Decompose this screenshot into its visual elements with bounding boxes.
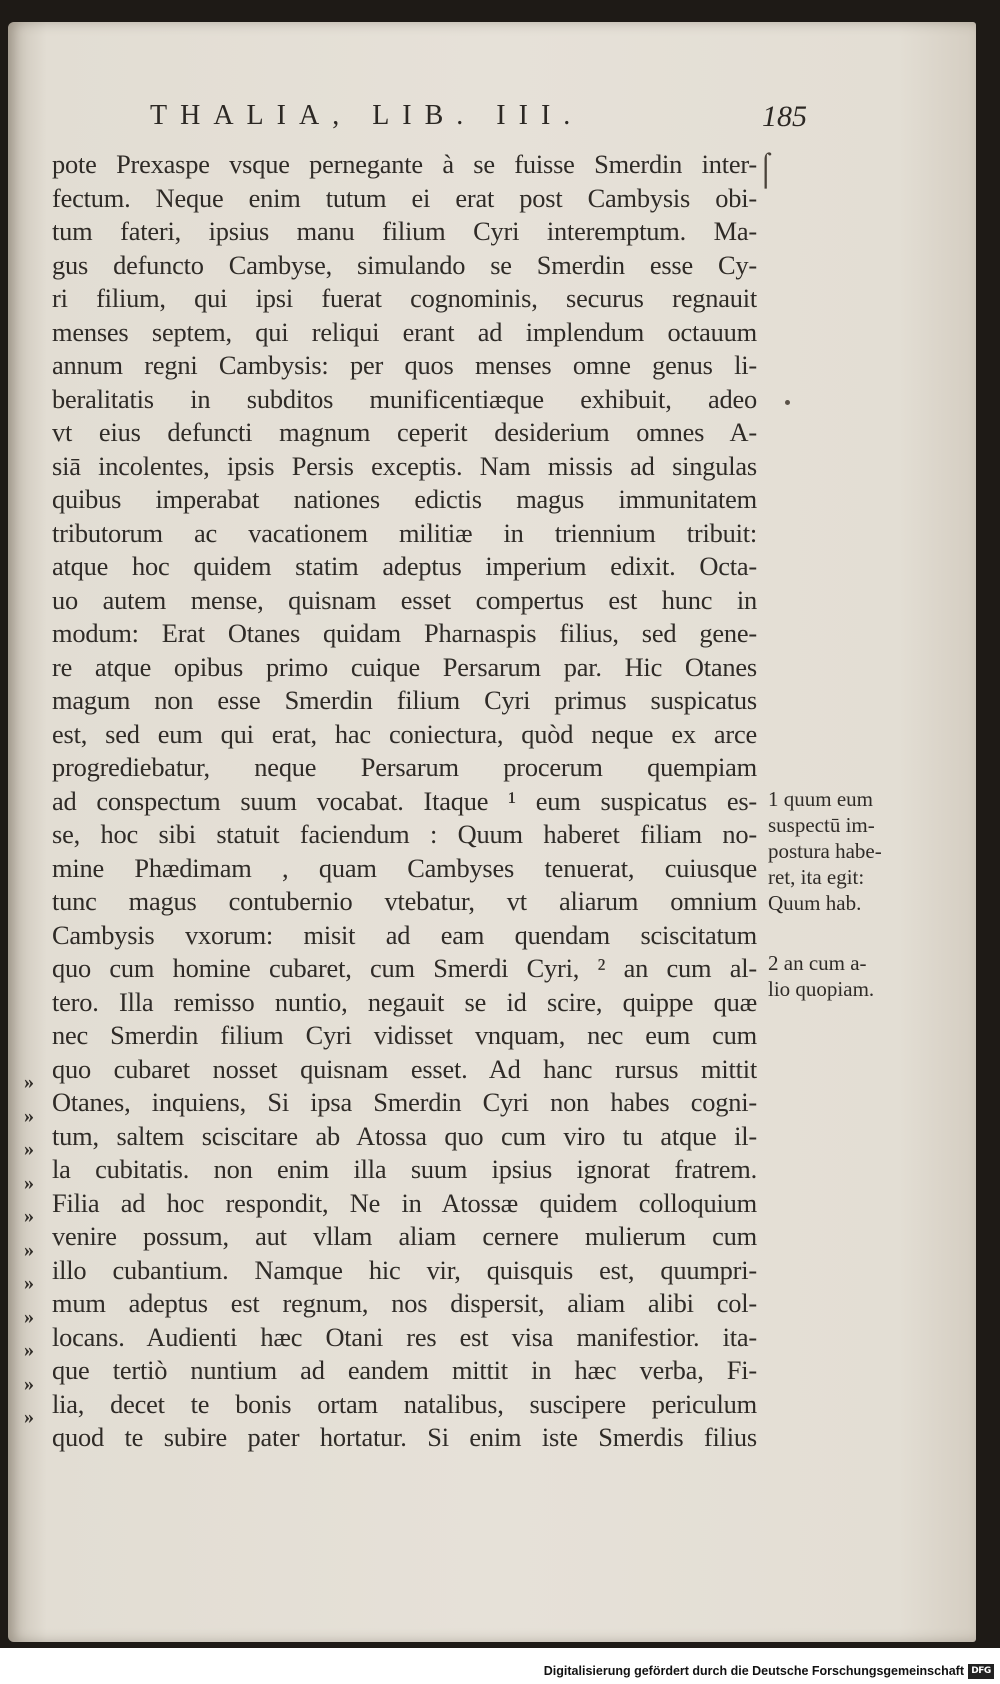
text-line: gus defuncto Cambyse, simulando se Smerdin esse Cy- [52, 249, 757, 280]
text-line: ad conspectum suum vocabat. Itaque ¹ eum suspicatus es- [52, 785, 757, 816]
text-line: atque hoc quidem statim adeptus imperium edixit. Octa- [52, 551, 757, 581]
text-line: illo cubantium. Namque hic vir, quisquis est, quumpri- [52, 1254, 757, 1285]
quotation-mark: » [24, 1104, 34, 1127]
text-line: mine Phædimam , quam Cambyses tenuerat, cuiusque [52, 852, 757, 883]
text-line: vt eius defuncti magnum ceperit desiderium omnes A- [52, 417, 757, 447]
text-line: magum non esse Smerdin filium Cyri primus suspicatus [52, 685, 757, 715]
text-line: fectum. Neque enim tutum ei erat post Cambysis obi- [52, 182, 757, 213]
quotation-mark: » [24, 1238, 34, 1261]
margin-note-1: 1 quum eum suspectū im- postura habe- ret, ita egit: Quum hab. [768, 787, 882, 915]
text-line: uo autem mense, quisnam esset compertus est hunc in [52, 584, 757, 615]
margin-dot-mark [785, 400, 790, 405]
text-line: tum, saltem sciscitare ab Atossa quo cum viro tu atque il- [52, 1120, 757, 1151]
body-text [52, 148, 757, 1455]
quotation-mark: » [24, 1171, 34, 1194]
page-number: 185 [762, 100, 807, 133]
text-line: re atque opibus primo cuique Persarum par. Hic Otanes [52, 651, 757, 682]
text-line: que tertiò nuntium ad eandem mittit in hæc verba, Fi- [52, 1355, 757, 1385]
quotation-mark: » [24, 1305, 34, 1328]
text-line: annum regni Cambysis: per quos menses omne genus li- [52, 350, 757, 380]
text-line: Otanes, inquiens, Si ipsa Smerdin Cyri non habes cogni- [52, 1087, 757, 1117]
text-line: venire possum, aut vllam aliam cernere mulierum cum [52, 1221, 757, 1251]
quotation-mark: » [24, 1205, 34, 1227]
text-line: mum adeptus est regnum, nos dispersit, aliam alibi col- [52, 1288, 757, 1318]
text-line: quo cum homine cubaret, cum Smerdi Cyri, ² an cum al- [52, 953, 757, 983]
text-line: siā incolentes, ipsis Persis exceptis. Nam missis ad singulas [52, 450, 757, 481]
text-line: tum fateri, ipsius manu filium Cyri interemptum. Ma- [52, 216, 757, 246]
text-line: la cubitatis. non enim illa suum ipsius ignorat fratrem. [52, 1154, 757, 1184]
quotation-mark: » [24, 1372, 34, 1395]
dfg-logo: DFG [968, 1664, 994, 1679]
running-title: THALIA, LIB. III. [150, 100, 584, 131]
quotation-mark: » [24, 1272, 34, 1294]
text-line: pote Prexaspe vsque pernegante à se fuisse Smerdin inter- [52, 149, 757, 179]
text-line: lia, decet te bonis ortam natalibus, suscipere periculum [52, 1388, 757, 1419]
margin-bracket-mark: ⌠ [756, 150, 776, 186]
text-line: Cambysis vxorum: misit ad eam quendam sciscitatum [52, 919, 757, 950]
text-line: locans. Audienti hæc Otani res est visa manifestior. ita- [52, 1321, 757, 1352]
text-line: progrediebatur, neque Persarum procerum quempiam [52, 752, 757, 782]
margin-note-2: 2 an cum a- lio quopiam. [768, 951, 875, 1001]
text-line: tero. Illa remisso nuntio, negauit se id scire, quippe quæ [52, 986, 757, 1017]
text-line: beralitatis in subditos munificentiæque exhibuit, adeo [52, 383, 757, 414]
text-line: tributorum ac vacationem militiæ in triennium tribuit: [52, 517, 757, 548]
quotation-marks-column [24, 1066, 50, 1435]
digitization-credit: Digitalisierung gefördert durch die Deutsche Forschungsgemeinschaft [543, 1664, 964, 1678]
text-line: modum: Erat Otanes quidam Pharnaspis filius, sed gene- [52, 618, 757, 648]
text-line: est, sed eum qui erat, hac coniectura, quòd neque ex arce [52, 718, 757, 749]
quotation-mark: » [24, 1406, 34, 1428]
quotation-mark: » [24, 1339, 34, 1361]
text-line: se, hoc sibi statuit faciendum : Quum haberet filiam no- [52, 819, 757, 849]
text-line: Filia ad hoc respondit, Ne in Atossæ quidem colloquium [52, 1187, 757, 1218]
quotation-mark: » [24, 1138, 34, 1160]
text-line: menses septem, qui reliqui erant ad implendum octauum [52, 316, 757, 347]
text-line: quod te subire pater hortatur. Si enim iste Smerdis filius [52, 1422, 757, 1452]
text-line: quibus imperabat nationes edictis magus immunitatem [52, 484, 757, 514]
text-line: nec Smerdin filium Cyri vidisset vnquam, nec eum cum [52, 1020, 757, 1050]
text-line: tunc magus contubernio vtebatur, vt aliarum omnium [52, 886, 757, 916]
quotation-mark: » [24, 1071, 34, 1093]
text-line: ri filium, qui ipsi fuerat cognominis, securus regnauit [52, 283, 757, 313]
text-line: quo cubaret nosset quisnam esset. Ad hanc rursus mittit [52, 1053, 757, 1084]
